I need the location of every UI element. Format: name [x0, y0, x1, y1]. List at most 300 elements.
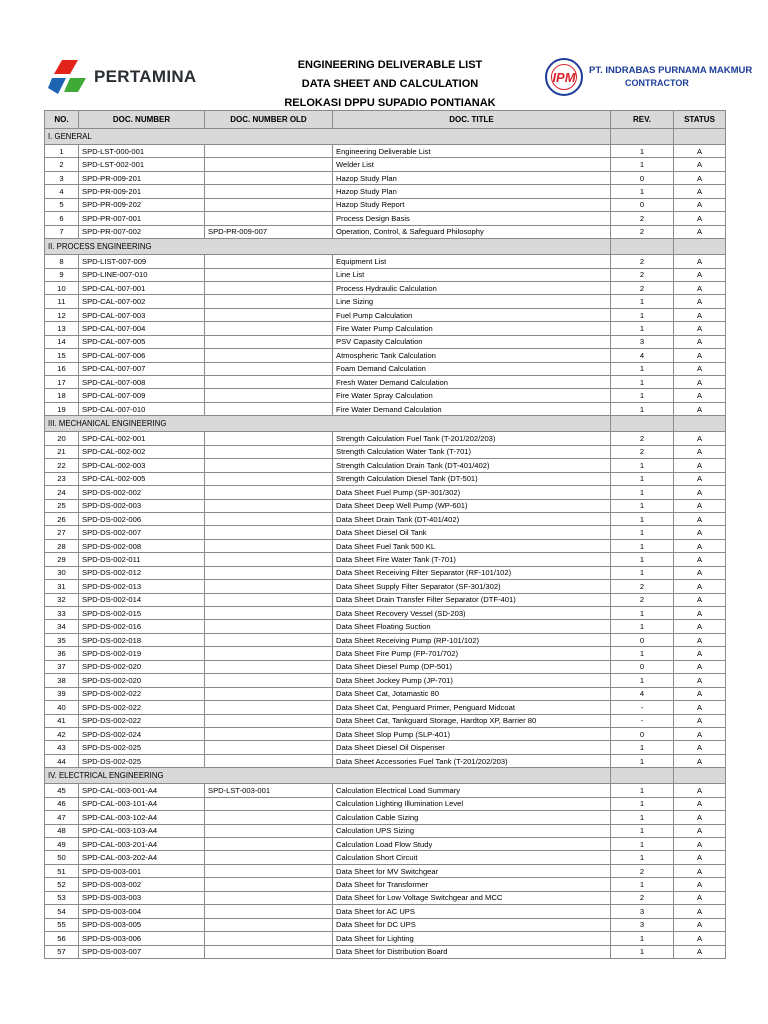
cell-no: 5 [45, 198, 79, 211]
section-row [45, 239, 726, 255]
cell-rev: 2 [611, 225, 674, 238]
cell-status: A [674, 335, 726, 348]
cell-doc-number: SPD-DS-002-013 [79, 580, 205, 593]
cell-doc-title: Fresh Water Demand Calculation [333, 376, 611, 389]
cell-rev: - [611, 714, 674, 727]
cell-doc-title: Fire Water Pump Calculation [333, 322, 611, 335]
table-row [45, 472, 726, 485]
cell-no: 21 [45, 445, 79, 458]
table-row [45, 727, 726, 740]
table-row [45, 891, 726, 904]
cell-no: 4 [45, 185, 79, 198]
cell-doc-number: SPD-DS-002-020 [79, 660, 205, 673]
cell-status: A [674, 472, 726, 485]
table-row [45, 838, 726, 851]
cell-doc-number: SPD-DS-002-018 [79, 633, 205, 646]
table-row [45, 295, 726, 308]
table-row [45, 878, 726, 891]
section-row [45, 416, 726, 432]
cell-doc-title: Process Design Basis [333, 212, 611, 225]
cell-status: A [674, 445, 726, 458]
cell-no: 37 [45, 660, 79, 673]
cell-doc-number-old [205, 687, 333, 700]
cell-no: 32 [45, 593, 79, 606]
cell-doc-number-old [205, 402, 333, 415]
cell-status: A [674, 225, 726, 238]
cell-status: A [674, 376, 726, 389]
cell-doc-title: Data Sheet for Low Voltage Switchgear and MCC [333, 891, 611, 904]
cell-doc-number: SPD-DS-002-007 [79, 526, 205, 539]
section-filler-cell [611, 768, 674, 784]
cell-doc-number: SPD-DS-003-006 [79, 932, 205, 945]
title-line-2: DATA SHEET AND CALCULATION [301, 78, 479, 90]
cell-doc-number-old [205, 905, 333, 918]
cell-rev: 3 [611, 918, 674, 931]
cell-doc-title: Calculation Electrical Load Summary [333, 784, 611, 797]
cell-status: A [674, 349, 726, 362]
table-row [45, 580, 726, 593]
cell-doc-number-old [205, 701, 333, 714]
table-row [45, 687, 726, 700]
cell-doc-number: SPD-DS-002-019 [79, 647, 205, 660]
table-row [45, 714, 726, 727]
cell-doc-title: Data Sheet Cat, Tankguard Storage, Hardtop XP, Barrier 80 [333, 714, 611, 727]
cell-doc-title: Data Sheet for Lighting [333, 932, 611, 945]
cell-doc-number-old [205, 932, 333, 945]
cell-no: 19 [45, 402, 79, 415]
cell-no: 9 [45, 268, 79, 281]
cell-rev: 1 [611, 878, 674, 891]
cell-doc-title: Calculation Lighting Illumination Level [333, 797, 611, 810]
table-row [45, 620, 726, 633]
cell-doc-number: SPD-PR-009-202 [79, 198, 205, 211]
title-line-1: ENGINEERING DELIVERABLE LIST [297, 59, 483, 71]
cell-doc-number: SPD-DS-002-015 [79, 607, 205, 620]
cell-doc-title: Data Sheet Floating Suction [333, 620, 611, 633]
cell-no: 39 [45, 687, 79, 700]
cell-doc-number: SPD-CAL-007-009 [79, 389, 205, 402]
cell-rev: 0 [611, 198, 674, 211]
cell-no: 55 [45, 918, 79, 931]
table-row [45, 281, 726, 294]
cell-doc-number-old [205, 322, 333, 335]
cell-rev: 2 [611, 268, 674, 281]
cell-rev: 4 [611, 687, 674, 700]
cell-doc-number: SPD-DS-003-001 [79, 864, 205, 877]
cell-doc-number: SPD-DS-002-022 [79, 687, 205, 700]
cell-no: 57 [45, 945, 79, 958]
table-row [45, 362, 726, 375]
cell-doc-number-old [205, 945, 333, 958]
table-row [45, 864, 726, 877]
cell-doc-number: SPD-DS-003-005 [79, 918, 205, 931]
cell-rev: 4 [611, 349, 674, 362]
cell-doc-number: SPD-DS-002-025 [79, 754, 205, 767]
cell-rev: 2 [611, 445, 674, 458]
cell-doc-number: SPD-LINE-007-010 [79, 268, 205, 281]
cell-doc-number: SPD-CAL-007-003 [79, 308, 205, 321]
cell-status: A [674, 486, 726, 499]
cell-doc-title: Data Sheet Accessories Fuel Tank (T-201/202/203) [333, 754, 611, 767]
cell-no: 6 [45, 212, 79, 225]
table-row [45, 566, 726, 579]
cell-status: A [674, 539, 726, 552]
cell-doc-number-old [205, 607, 333, 620]
cell-rev: 1 [611, 824, 674, 837]
header-row [45, 111, 726, 129]
cell-doc-title: Data Sheet Diesel Oil Tank [333, 526, 611, 539]
cell-status: A [674, 580, 726, 593]
cell-status: A [674, 459, 726, 472]
cell-rev: 1 [611, 486, 674, 499]
cell-doc-number: SPD-PR-007-002 [79, 225, 205, 238]
cell-doc-number-old [205, 838, 333, 851]
cell-doc-number: SPD-DS-002-022 [79, 701, 205, 714]
cell-doc-number: SPD-DS-003-004 [79, 905, 205, 918]
cell-no: 29 [45, 553, 79, 566]
table-row [45, 797, 726, 810]
cell-doc-number-old [205, 362, 333, 375]
cell-status: A [674, 526, 726, 539]
cell-doc-title: Data Sheet Supply Filter Separator (SF-301/302) [333, 580, 611, 593]
section-filler-cell [611, 416, 674, 432]
cell-doc-number-old [205, 472, 333, 485]
table-row [45, 539, 726, 552]
document-header [0, 0, 768, 110]
table-row [45, 308, 726, 321]
cell-doc-number-old [205, 349, 333, 362]
cell-status: A [674, 512, 726, 525]
cell-doc-number-old [205, 158, 333, 171]
cell-no: 18 [45, 389, 79, 402]
cell-status: A [674, 945, 726, 958]
cell-rev: 1 [611, 647, 674, 660]
cell-doc-title: Strength Calculation Diesel Tank (DT-501) [333, 472, 611, 485]
cell-doc-number-old [205, 647, 333, 660]
cell-rev: 3 [611, 335, 674, 348]
cell-rev: 1 [611, 932, 674, 945]
section-filler-cell [674, 239, 726, 255]
cell-status: A [674, 389, 726, 402]
cell-doc-title: Line List [333, 268, 611, 281]
cell-doc-title: Foam Demand Calculation [333, 362, 611, 375]
cell-doc-title: Engineering Deliverable List [333, 145, 611, 158]
cell-no: 54 [45, 905, 79, 918]
cell-doc-number-old [205, 539, 333, 552]
table-row [45, 918, 726, 931]
cell-doc-title: Strength Calculation Fuel Tank (T-201/202/203) [333, 432, 611, 445]
cell-rev: 1 [611, 145, 674, 158]
table-row [45, 402, 726, 415]
cell-doc-number-old [205, 811, 333, 824]
cell-doc-title: Line Sizing [333, 295, 611, 308]
cell-doc-number: SPD-DS-002-003 [79, 499, 205, 512]
cell-no: 31 [45, 580, 79, 593]
table-row [45, 185, 726, 198]
cell-status: A [674, 268, 726, 281]
cell-rev: 1 [611, 784, 674, 797]
cell-rev: 1 [611, 607, 674, 620]
cell-no: 16 [45, 362, 79, 375]
cell-doc-title: Hazop Study Report [333, 198, 611, 211]
cell-status: A [674, 660, 726, 673]
cell-doc-number-old [205, 499, 333, 512]
cell-doc-title: Hazop Study Plan [333, 171, 611, 184]
table-row [45, 526, 726, 539]
cell-doc-number: SPD-DS-002-020 [79, 674, 205, 687]
cell-doc-number-old [205, 754, 333, 767]
cell-no: 30 [45, 566, 79, 579]
cell-status: A [674, 145, 726, 158]
table-row [45, 335, 726, 348]
cell-doc-number: SPD-DS-003-003 [79, 891, 205, 904]
cell-doc-title: Data Sheet Drain Tank (DT-401/402) [333, 512, 611, 525]
cell-status: A [674, 607, 726, 620]
cell-doc-number: SPD-CAL-002-005 [79, 472, 205, 485]
cell-no: 2 [45, 158, 79, 171]
cell-doc-title: Data Sheet for Transformer [333, 878, 611, 891]
cell-no: 50 [45, 851, 79, 864]
cell-rev: 0 [611, 633, 674, 646]
cell-no: 33 [45, 607, 79, 620]
cell-doc-number: SPD-CAL-003-001-A4 [79, 784, 205, 797]
cell-doc-number-old [205, 185, 333, 198]
cell-doc-number: SPD-CAL-003-101-A4 [79, 797, 205, 810]
cell-rev: 1 [611, 376, 674, 389]
table-row [45, 268, 726, 281]
cell-doc-title: Data Sheet Fuel Tank 500 KL [333, 539, 611, 552]
cell-doc-title: Fire Water Demand Calculation [333, 402, 611, 415]
cell-doc-title: Data Sheet Fire Pump (FP-701/702) [333, 647, 611, 660]
cell-doc-number-old [205, 891, 333, 904]
cell-doc-title: Atmospheric Tank Calculation [333, 349, 611, 362]
title-line-3: RELOKASI DPPU SUPADIO PONTIANAK [284, 97, 496, 109]
table-row [45, 432, 726, 445]
cell-doc-number: SPD-LIST-007-009 [79, 255, 205, 268]
section-filler-cell [674, 129, 726, 145]
cell-doc-number: SPD-DS-002-022 [79, 714, 205, 727]
cell-no: 49 [45, 838, 79, 851]
cell-status: A [674, 674, 726, 687]
cell-doc-number-old [205, 797, 333, 810]
cell-rev: 1 [611, 295, 674, 308]
cell-doc-number-old [205, 851, 333, 864]
cell-status: A [674, 295, 726, 308]
cell-doc-title: Data Sheet Fuel Pump (SP-301/302) [333, 486, 611, 499]
col-no-header: NO. [45, 111, 79, 129]
cell-doc-number: SPD-CAL-002-003 [79, 459, 205, 472]
cell-no: 1 [45, 145, 79, 158]
cell-doc-title: Data Sheet for MV Switchgear [333, 864, 611, 877]
cell-doc-number: SPD-PR-009-201 [79, 171, 205, 184]
cell-doc-number-old: SPD-PR-009-007 [205, 225, 333, 238]
cell-rev: 1 [611, 512, 674, 525]
cell-rev: 1 [611, 797, 674, 810]
cell-status: A [674, 918, 726, 931]
cell-no: 46 [45, 797, 79, 810]
cell-doc-number: SPD-DS-003-002 [79, 878, 205, 891]
cell-doc-number-old [205, 566, 333, 579]
cell-doc-number-old [205, 593, 333, 606]
cell-doc-number-old [205, 308, 333, 321]
cell-doc-title: Data Sheet for DC UPS [333, 918, 611, 931]
cell-no: 17 [45, 376, 79, 389]
cell-doc-title: Data Sheet Receiving Filter Separator (RF-101/102) [333, 566, 611, 579]
cell-doc-title: Data Sheet Diesel Pump (DP-501) [333, 660, 611, 673]
cell-status: A [674, 185, 726, 198]
cell-doc-title: Data Sheet Recovery Vessel (SD-203) [333, 607, 611, 620]
cell-rev: 1 [611, 402, 674, 415]
cell-status: A [674, 741, 726, 754]
cell-doc-number-old [205, 432, 333, 445]
cell-rev: 1 [611, 620, 674, 633]
col-doc-title-header: DOC. TITLE [333, 111, 611, 129]
cell-doc-number-old [205, 255, 333, 268]
pertamina-wordmark: PERTAMINA [94, 67, 197, 86]
cell-status: A [674, 158, 726, 171]
table-row [45, 349, 726, 362]
col-doc-number-header: DOC. NUMBER [79, 111, 205, 129]
cell-status: A [674, 838, 726, 851]
cell-status: A [674, 701, 726, 714]
cell-status: A [674, 499, 726, 512]
cell-rev: 0 [611, 727, 674, 740]
cell-no: 52 [45, 878, 79, 891]
cell-doc-number-old [205, 878, 333, 891]
table-row [45, 445, 726, 458]
pertamina-mark-icon [48, 58, 92, 98]
cell-no: 56 [45, 932, 79, 945]
cell-rev: 2 [611, 580, 674, 593]
table-row [45, 198, 726, 211]
cell-status: A [674, 784, 726, 797]
cell-no: 53 [45, 891, 79, 904]
table-row [45, 553, 726, 566]
cell-rev: 2 [611, 255, 674, 268]
cell-doc-number-old: SPD-LST-003-001 [205, 784, 333, 797]
cell-doc-number-old [205, 376, 333, 389]
cell-rev: 1 [611, 811, 674, 824]
cell-no: 44 [45, 754, 79, 767]
cell-no: 25 [45, 499, 79, 512]
cell-doc-number: SPD-DS-002-006 [79, 512, 205, 525]
cell-doc-number: SPD-CAL-007-001 [79, 281, 205, 294]
cell-doc-number: SPD-CAL-007-006 [79, 349, 205, 362]
table-row [45, 932, 726, 945]
cell-status: A [674, 878, 726, 891]
cell-status: A [674, 308, 726, 321]
cell-no: 20 [45, 432, 79, 445]
cell-status: A [674, 864, 726, 877]
cell-no: 26 [45, 512, 79, 525]
table-row [45, 945, 726, 958]
cell-rev: 1 [611, 185, 674, 198]
cell-rev: 1 [611, 459, 674, 472]
cell-doc-number-old [205, 198, 333, 211]
table-row [45, 905, 726, 918]
contractor-role: CONTRACTOR [625, 78, 689, 88]
cell-doc-number-old [205, 486, 333, 499]
cell-status: A [674, 402, 726, 415]
cell-rev: 0 [611, 660, 674, 673]
cell-status: A [674, 322, 726, 335]
cell-doc-title: Data Sheet Slop Pump (SLP-401) [333, 727, 611, 740]
cell-doc-title: Fire Water Spray Calculation [333, 389, 611, 402]
cell-no: 12 [45, 308, 79, 321]
cell-doc-number: SPD-DS-002-011 [79, 553, 205, 566]
cell-doc-number-old [205, 281, 333, 294]
cell-rev: 2 [611, 432, 674, 445]
cell-doc-number: SPD-CAL-002-002 [79, 445, 205, 458]
cell-rev: 1 [611, 741, 674, 754]
cell-doc-number: SPD-DS-002-014 [79, 593, 205, 606]
table-row [45, 225, 726, 238]
table-row [45, 212, 726, 225]
cell-doc-title: Data Sheet Jockey Pump (JP-701) [333, 674, 611, 687]
cell-rev: 2 [611, 281, 674, 294]
section-title: III. MECHANICAL ENGINEERING [45, 416, 611, 432]
cell-doc-number-old [205, 918, 333, 931]
cell-rev: 1 [611, 526, 674, 539]
cell-doc-number-old [205, 824, 333, 837]
cell-doc-number: SPD-CAL-007-005 [79, 335, 205, 348]
cell-no: 41 [45, 714, 79, 727]
cell-no: 7 [45, 225, 79, 238]
cell-no: 3 [45, 171, 79, 184]
cell-no: 13 [45, 322, 79, 335]
cell-doc-title: Process Hydraulic Calculation [333, 281, 611, 294]
cell-no: 23 [45, 472, 79, 485]
cell-doc-title: Calculation Cable Sizing [333, 811, 611, 824]
cell-doc-number: SPD-DS-002-025 [79, 741, 205, 754]
cell-status: A [674, 198, 726, 211]
cell-status: A [674, 281, 726, 294]
cell-status: A [674, 851, 726, 864]
cell-status: A [674, 553, 726, 566]
table-row [45, 824, 726, 837]
cell-rev: 1 [611, 389, 674, 402]
cell-doc-number-old [205, 512, 333, 525]
cell-doc-number: SPD-CAL-003-202-A4 [79, 851, 205, 864]
cell-rev: 2 [611, 593, 674, 606]
table-row [45, 701, 726, 714]
col-doc-number-old-header: DOC. NUMBER OLD [205, 111, 333, 129]
table-row [45, 512, 726, 525]
table-row [45, 158, 726, 171]
cell-status: A [674, 620, 726, 633]
cell-doc-number: SPD-CAL-003-201-A4 [79, 838, 205, 851]
cell-rev: 1 [611, 851, 674, 864]
cell-doc-title: Strength Calculation Drain Tank (DT-401/402) [333, 459, 611, 472]
cell-no: 42 [45, 727, 79, 740]
cell-doc-title: PSV Capasity Calculation [333, 335, 611, 348]
section-filler-cell [674, 416, 726, 432]
col-rev-header: REV. [611, 111, 674, 129]
cell-doc-number-old [205, 633, 333, 646]
section-title: II. PROCESS ENGINEERING [45, 239, 611, 255]
cell-rev: 1 [611, 945, 674, 958]
cell-doc-number-old [205, 295, 333, 308]
table-row [45, 376, 726, 389]
cell-doc-number-old [205, 580, 333, 593]
cell-doc-number: SPD-DS-002-008 [79, 539, 205, 552]
cell-no: 35 [45, 633, 79, 646]
cell-status: A [674, 633, 726, 646]
document-title [230, 56, 550, 113]
cell-doc-number: SPD-CAL-007-010 [79, 402, 205, 415]
cell-rev: 1 [611, 158, 674, 171]
cell-doc-number-old [205, 389, 333, 402]
